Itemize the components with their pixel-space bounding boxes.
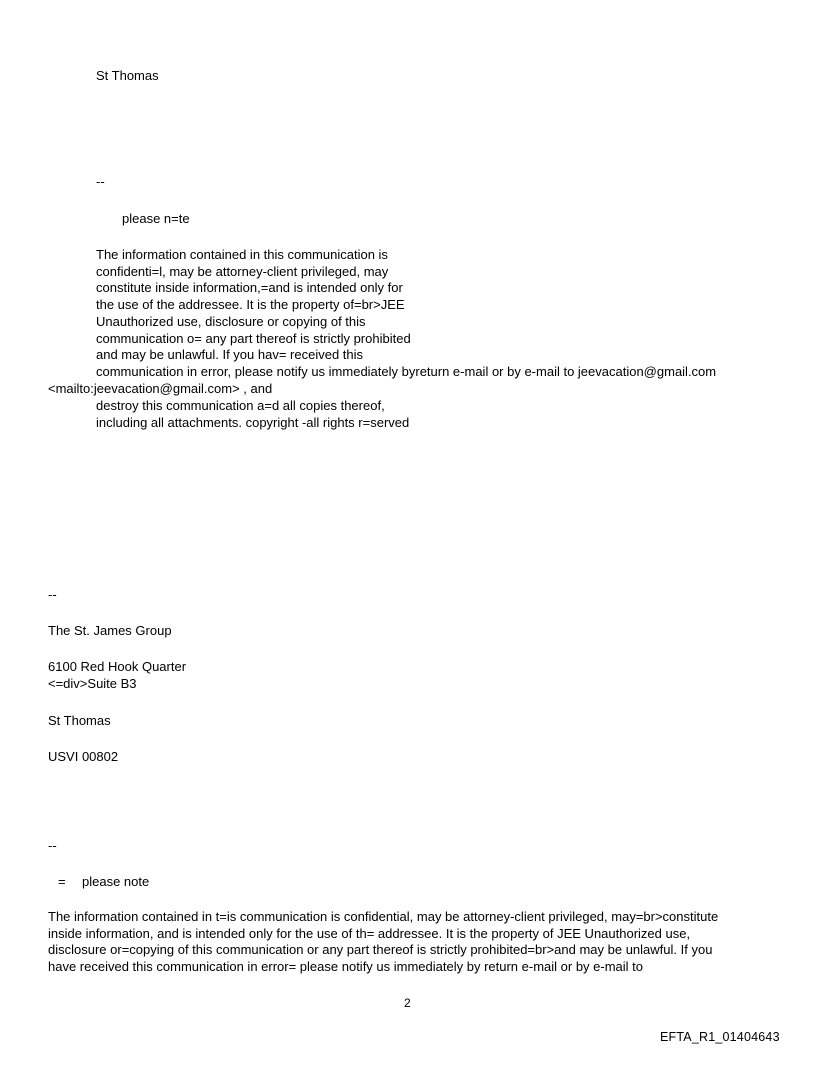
address-line-2: <=div>Suite B3 (48, 676, 137, 691)
closing-block (96, 398, 409, 431)
address-line-1: 6100 Red Hook Quarter (48, 659, 187, 674)
disclaimer-line: disclosure or=copying of this communication or any part thereof is strictly prohibited=br>and may be unlawful. If you (48, 942, 713, 958)
disclaimer-line: the use of the addressee. It is the property of=br>JEE (96, 297, 405, 313)
closing-line: destroy this communication a=d all copies thereof, (96, 398, 385, 413)
disclaimer-line: communication o= any part thereof is strictly prohibited (96, 330, 411, 346)
disclaimer-line: confidenti=l, may be attorney-client privileged, may (96, 263, 389, 279)
company-name: The St. James Group (48, 623, 172, 638)
region-text: USVI 00802 (48, 749, 119, 764)
separator: -- (96, 174, 105, 189)
separator: -- (48, 838, 57, 853)
disclaimer-line: and may be unlawful. If you hav= received this (96, 347, 364, 363)
separator: -- (48, 587, 57, 602)
disclaimer-line: The information contained in t=is communication is confidential, may be attorney-client privileged, may=br>constitute (48, 909, 719, 924)
disclaimer-line: Unauthorized use, disclosure or copying of this (96, 313, 366, 329)
disclaimer-line: have received this communication in error= please notify us immediately by return e-mail or by e-mail to (48, 959, 644, 975)
disclaimer-line: The information contained in this communication is (96, 247, 388, 262)
city-text: St Thomas (48, 713, 111, 728)
location-text: St Thomas (96, 68, 159, 83)
disclaimer-block (48, 909, 718, 976)
mailto-line: <mailto:jeevacation@gmail.com> , and (48, 381, 273, 396)
bullet: = (58, 874, 66, 889)
disclaimer-line: inside information, and is intended only for the use of th= addressee. It is the property of JEE Unauthorized use, (48, 925, 691, 941)
notice-title: please note (82, 874, 150, 889)
notice-title: please n=te (122, 211, 190, 226)
disclaimer-line: constitute inside information,=and is intended only for (96, 280, 403, 296)
document-id: EFTA_R1_01404643 (660, 1030, 780, 1044)
closing-line: including all attachments. copyright -all rights r=served (96, 414, 410, 430)
disclaimer-line: communication in error, please notify us immediately byreturn e-mail or by e-mail to jeevacation@gmail.com (96, 363, 717, 379)
disclaimer-block (96, 247, 716, 381)
page-number: 2 (404, 996, 411, 1010)
